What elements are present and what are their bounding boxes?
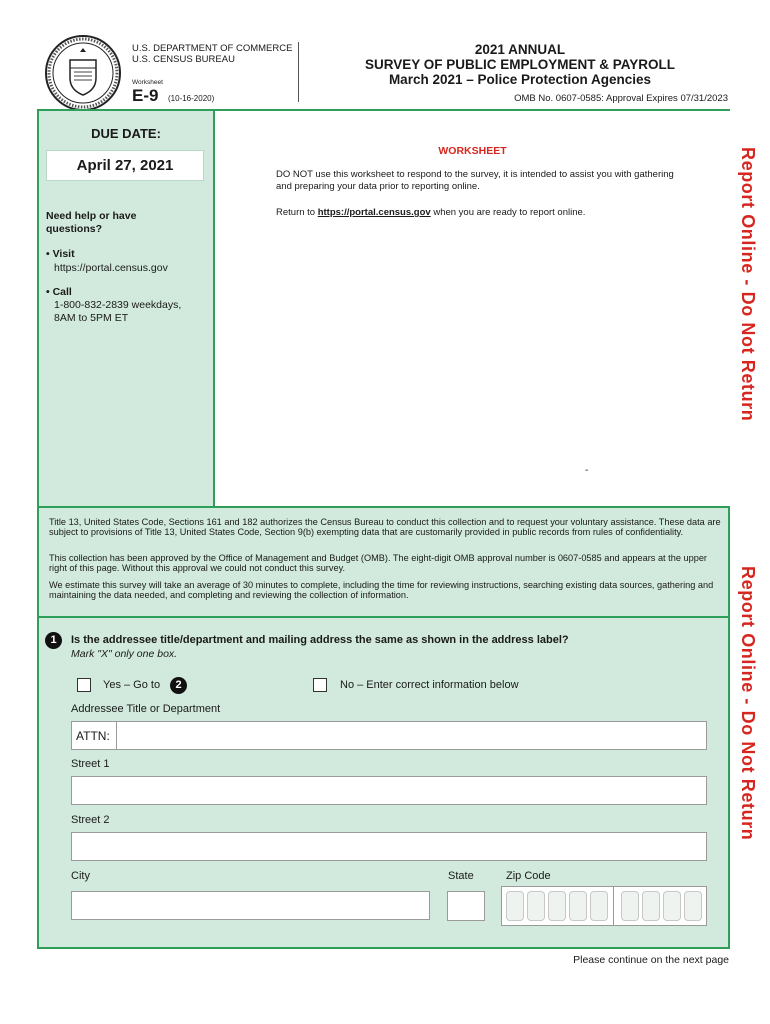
omb-number: OMB No. 0607-0585: Approval Expires 07/31/2023	[514, 93, 728, 104]
header-divider	[298, 42, 299, 102]
worksheet-heading: WORKSHEET	[438, 145, 507, 157]
zip4-digit-box[interactable]	[684, 891, 702, 921]
attn-label: ATTN:	[76, 729, 110, 743]
zip-digit-box[interactable]	[548, 891, 566, 921]
street2-field[interactable]	[71, 832, 707, 861]
portal-link[interactable]: https://portal.census.gov	[317, 207, 431, 218]
divider	[37, 616, 730, 618]
question-number-1: 1	[45, 632, 62, 649]
zip-digit-box[interactable]	[527, 891, 545, 921]
no-label: No – Enter correct information below	[340, 679, 519, 691]
footer-continue: Please continue on the next page	[573, 954, 729, 966]
title-line3: March 2021 – Police Protection Agencies	[388, 72, 652, 87]
street1-label: Street 1	[71, 758, 110, 770]
no-checkbox[interactable]	[313, 678, 327, 692]
zip4-digit-box[interactable]	[663, 891, 681, 921]
due-date-label: DUE DATE:	[91, 126, 161, 141]
visit-url-link[interactable]: https://portal.census.gov	[54, 262, 168, 274]
state-field[interactable]	[447, 891, 485, 921]
zip4-digit-box[interactable]	[642, 891, 660, 921]
zip-digit-box[interactable]	[506, 891, 524, 921]
legal-burden: We estimate this survey will take an average of 30 minutes to complete, including the time for reviewing instructions, searching existing data sources, gathering and maintaining the data needed, and completing and reviewing the collection of information.	[49, 580, 714, 601]
census-seal-logo	[44, 34, 122, 112]
zip-divider	[613, 886, 614, 926]
call-label: • Call	[46, 286, 72, 298]
dept-commerce: U.S. DEPARTMENT OF COMMERCE	[132, 43, 293, 54]
worksheet-label: Worksheet	[132, 79, 163, 86]
title-line2: SURVEY OF PUBLIC EMPLOYMENT & PAYROLL	[364, 57, 676, 72]
question1-text: Is the addressee title/department and mailing address the same as shown in the address label?	[71, 634, 569, 646]
visit-label: • Visit	[46, 248, 75, 260]
legal-omb: This collection has been approved by the Office of Management and Budget (OMB). The eight-digit OMB approval number is 0607-0585 and appears at the upper right of this page. Without this approval we could not conduct this survey.	[49, 553, 707, 574]
side-banner-bottom: Report Online - Do Not Return	[738, 566, 758, 841]
call-line1: 1-800-832-2839 weekdays,	[54, 299, 182, 311]
worksheet-instructions: DO NOT use this worksheet to respond to the survey, it is intended to assist you with gathering and preparing your data prior to reporting online.	[276, 169, 674, 192]
title-line1: 2021 ANNUAL	[474, 42, 566, 57]
yes-label: Yes – Go to	[103, 679, 161, 691]
legal-authority: Title 13, United States Code, Sections 161 and 182 authorizes the Census Bureau to conduct this collection and to request your voluntary assistance. These data are subject to provisions of Title 13, United States Code, Section 9(b) exempting data that are customarily provided in public records from rules of confidentiality.	[49, 517, 721, 538]
return-suffix: when you are ready to report online.	[430, 207, 586, 218]
goto-question-2: 2	[170, 677, 187, 694]
help-heading: Need help or have questions?	[46, 210, 137, 235]
city-field[interactable]	[71, 891, 430, 920]
divider	[37, 506, 730, 508]
side-banner-top: Report Online - Do Not Return	[738, 147, 758, 422]
zip4-digit-box[interactable]	[621, 891, 639, 921]
state-label: State	[448, 870, 474, 882]
dash-mark: -	[585, 465, 589, 476]
question1-instruction: Mark "X" only one box.	[71, 648, 178, 660]
street1-field[interactable]	[71, 776, 707, 805]
street2-label: Street 2	[71, 814, 110, 826]
form-date: (10-16-2020)	[168, 94, 215, 103]
yes-checkbox[interactable]	[77, 678, 91, 692]
due-date-value: April 27, 2021	[46, 150, 204, 181]
form-code: E-9	[132, 86, 159, 105]
zip-digit-box[interactable]	[569, 891, 587, 921]
dept-census: U.S. CENSUS BUREAU	[132, 54, 235, 65]
return-prefix: Return to	[276, 207, 318, 218]
worksheet-return	[276, 207, 716, 219]
zip-label: Zip Code	[506, 870, 551, 882]
call-line2: 8AM to 5PM ET	[54, 312, 129, 324]
city-label: City	[71, 870, 90, 882]
addressee-label: Addressee Title or Department	[71, 703, 221, 715]
attn-field[interactable]	[71, 721, 707, 750]
zip-digit-box[interactable]	[590, 891, 608, 921]
